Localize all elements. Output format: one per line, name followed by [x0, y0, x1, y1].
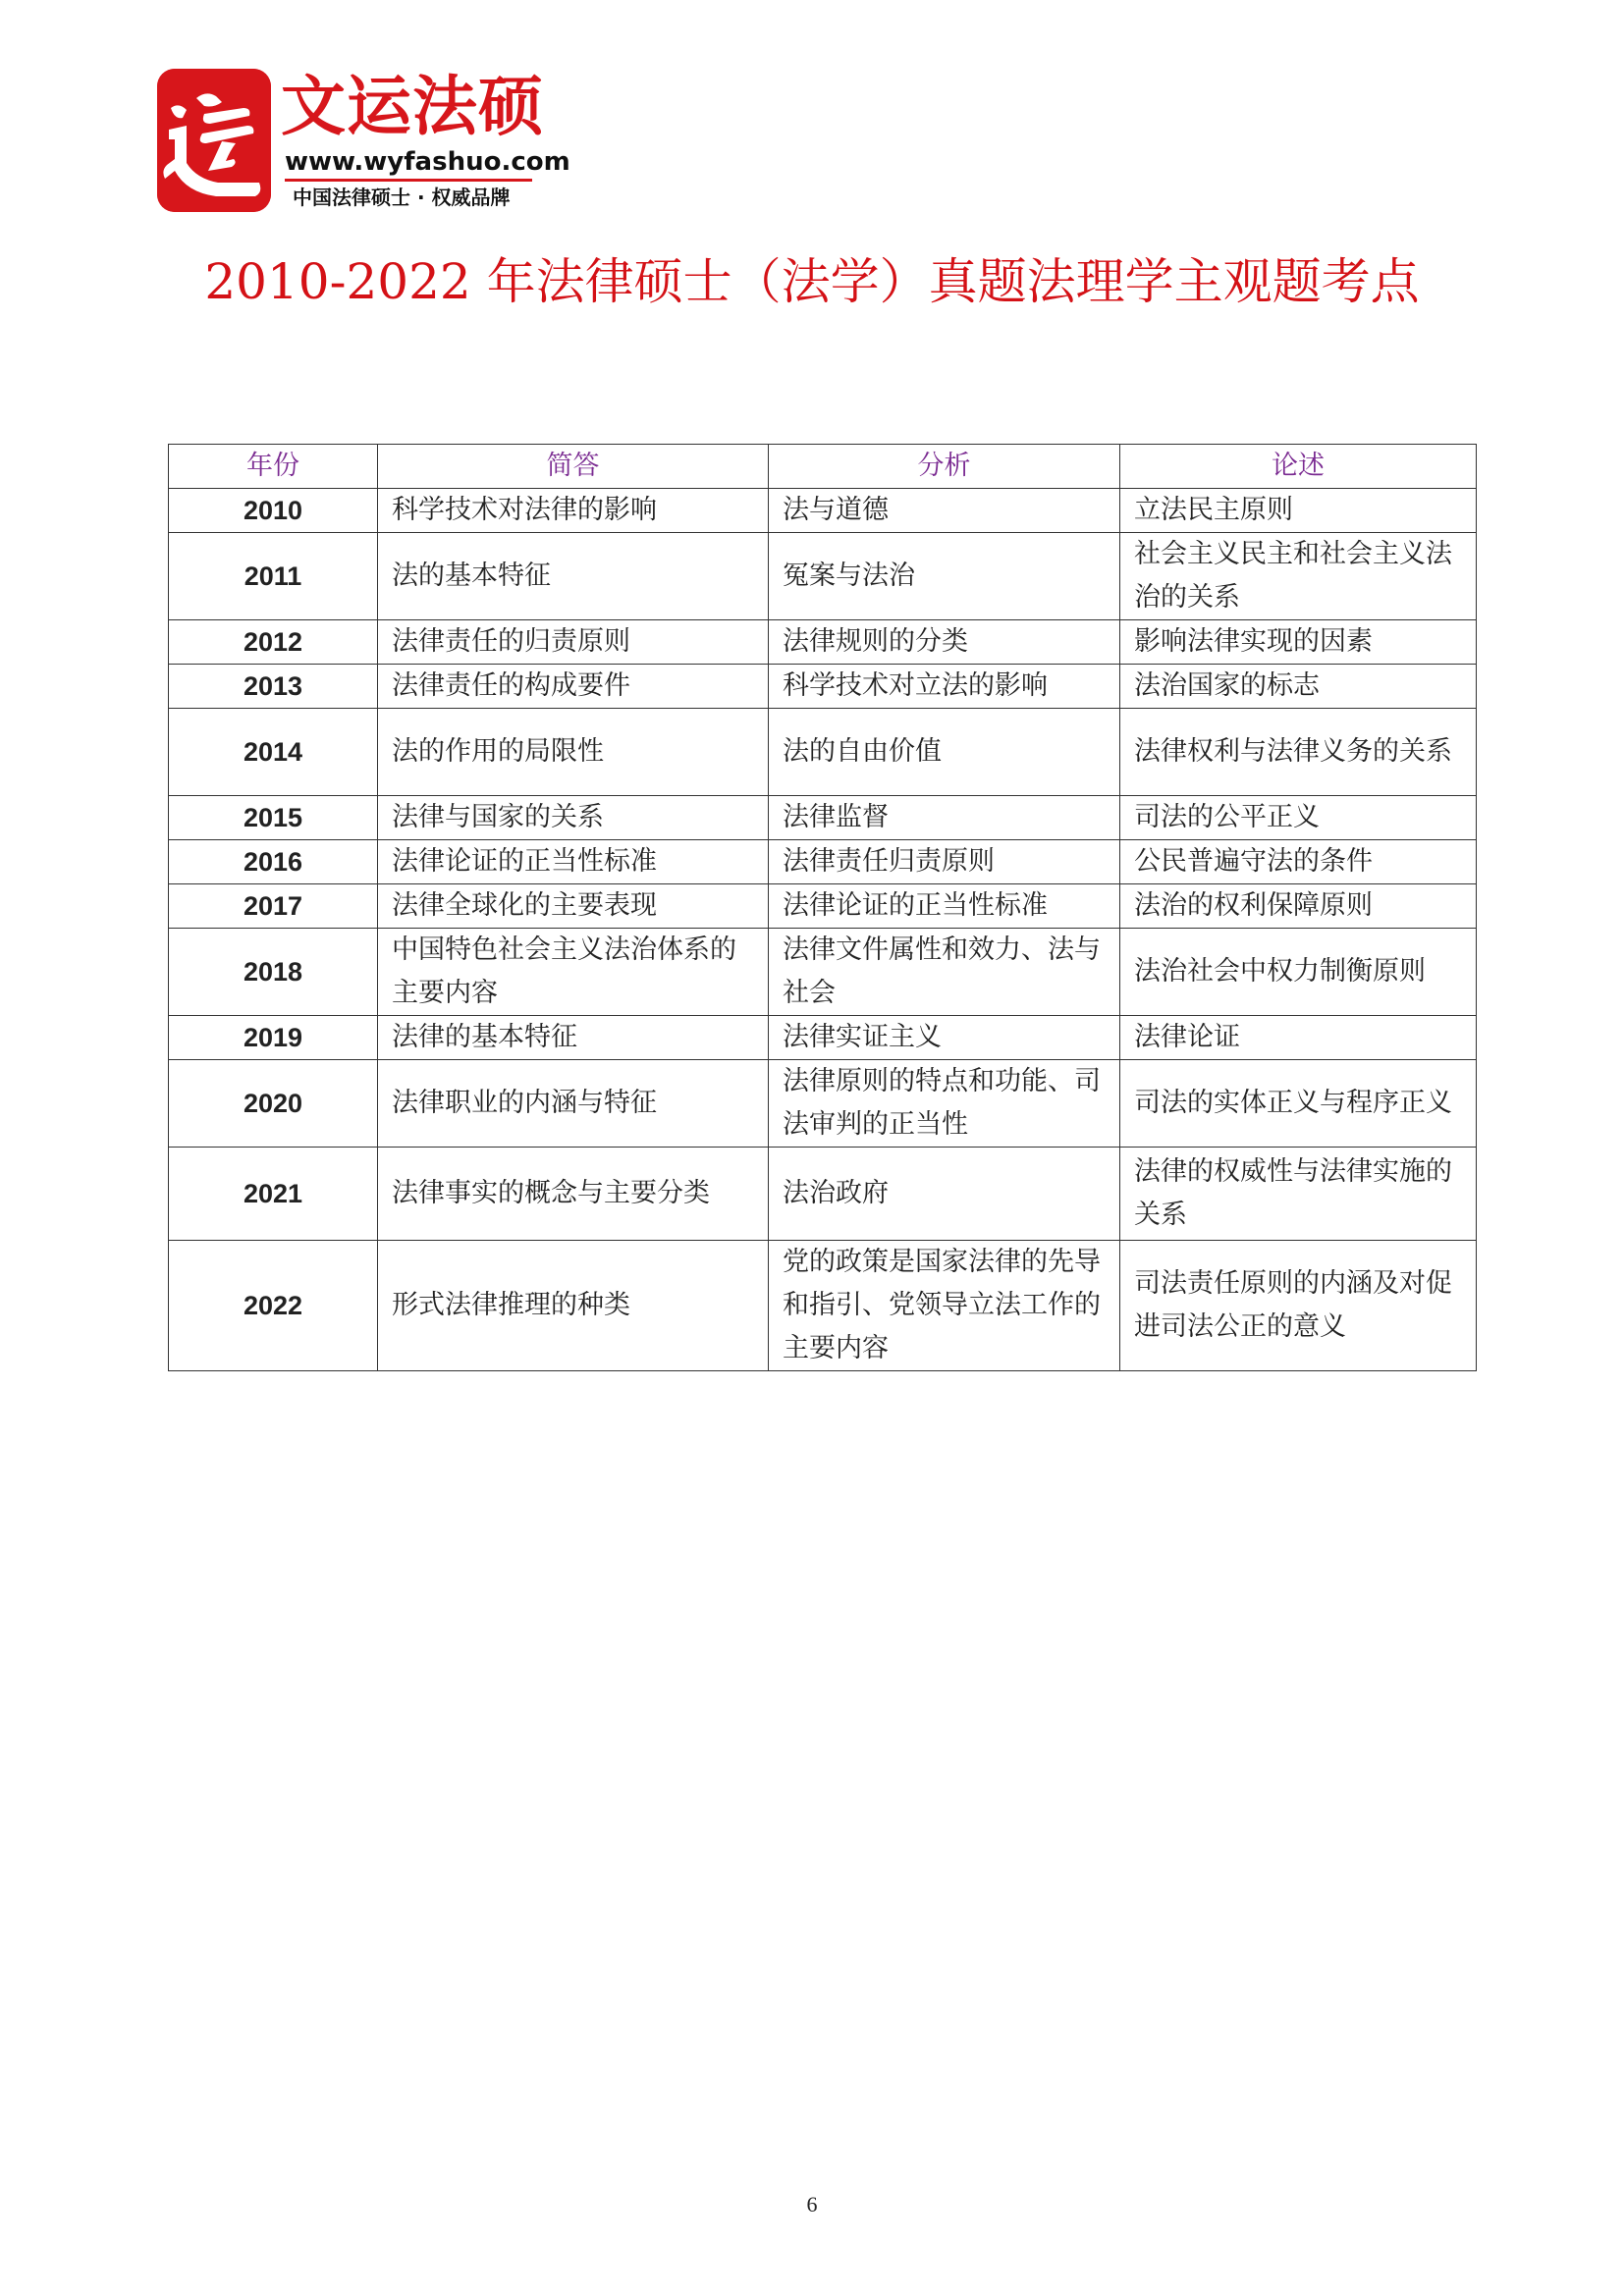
- table-row: [169, 1060, 1477, 1148]
- header-short-answer: 简答: [378, 445, 769, 489]
- essay-cell: 立法民主原则: [1120, 489, 1477, 533]
- document-title: 2010-2022 年法律硕士（法学）真题法理学主观题考点: [204, 253, 1420, 310]
- year-cell: 2016: [169, 840, 378, 884]
- table-row: [169, 1148, 1477, 1241]
- essay-cell: 公民普遍守法的条件: [1120, 840, 1477, 884]
- analysis-cell: 科学技术对立法的影响: [769, 665, 1120, 709]
- short-answer-cell: 法的作用的局限性: [378, 709, 769, 796]
- analysis-cell: 法律文件属性和效力、法与社会: [769, 929, 1120, 1016]
- analysis-cell: 法律原则的特点和功能、司法审判的正当性: [769, 1060, 1120, 1148]
- year-cell: 2010: [169, 489, 378, 533]
- essay-cell: 法治的权利保障原则: [1120, 884, 1477, 929]
- analysis-cell: 法律规则的分类: [769, 620, 1120, 665]
- analysis-cell: 冤案与法治: [769, 533, 1120, 620]
- short-answer-cell: 中国特色社会主义法治体系的主要内容: [378, 929, 769, 1016]
- header-year: 年份: [169, 445, 378, 489]
- table-header-row: [169, 445, 1477, 489]
- page-number: 6: [806, 2192, 818, 2216]
- year-cell: 2018: [169, 929, 378, 1016]
- analysis-cell: 法律监督: [769, 796, 1120, 840]
- essay-cell: 法治国家的标志: [1120, 665, 1477, 709]
- essay-cell: 法律权利与法律义务的关系: [1120, 709, 1477, 796]
- short-answer-cell: 法律与国家的关系: [378, 796, 769, 840]
- brand-logo: [157, 69, 570, 216]
- logo-url: www.wyfashuo.com: [285, 147, 570, 177]
- table-row: [169, 709, 1477, 796]
- table-row: [169, 620, 1477, 665]
- header-analysis: 分析: [769, 445, 1120, 489]
- analysis-cell: 党的政策是国家法律的先导和指引、党领导立法工作的主要内容: [769, 1241, 1120, 1371]
- year-cell: 2017: [169, 884, 378, 929]
- year-cell: 2014: [169, 709, 378, 796]
- short-answer-cell: 科学技术对法律的影响: [378, 489, 769, 533]
- year-cell: 2020: [169, 1060, 378, 1148]
- year-cell: 2011: [169, 533, 378, 620]
- table-row: [169, 665, 1477, 709]
- analysis-cell: 法治政府: [769, 1148, 1120, 1241]
- short-answer-cell: 法的基本特征: [378, 533, 769, 620]
- essay-cell: 法治社会中权力制衡原则: [1120, 929, 1477, 1016]
- table-row: [169, 1016, 1477, 1060]
- short-answer-cell: 法律职业的内涵与特征: [378, 1060, 769, 1148]
- essay-cell: 社会主义民主和社会主义法治的关系: [1120, 533, 1477, 620]
- short-answer-cell: 形式法律推理的种类: [378, 1241, 769, 1371]
- logo-mark-icon: [157, 69, 271, 212]
- table-row: [169, 489, 1477, 533]
- table-row: [169, 884, 1477, 929]
- logo-tagline: 中国法律硕士 · 权威品牌: [293, 186, 511, 209]
- short-answer-cell: 法律论证的正当性标准: [378, 840, 769, 884]
- analysis-cell: 法律实证主义: [769, 1016, 1120, 1060]
- year-cell: 2012: [169, 620, 378, 665]
- essay-cell: 司法的实体正义与程序正义: [1120, 1060, 1477, 1148]
- table-row: [169, 1241, 1477, 1371]
- essay-cell: 司法责任原则的内涵及对促进司法公正的意义: [1120, 1241, 1477, 1371]
- table-row: [169, 796, 1477, 840]
- table-row: [169, 929, 1477, 1016]
- logo-name: 文运法硕: [281, 69, 544, 144]
- short-answer-cell: 法律责任的构成要件: [378, 665, 769, 709]
- year-cell: 2022: [169, 1241, 378, 1371]
- year-cell: 2015: [169, 796, 378, 840]
- analysis-cell: 法律论证的正当性标准: [769, 884, 1120, 929]
- header-essay: 论述: [1120, 445, 1477, 489]
- year-cell: 2021: [169, 1148, 378, 1241]
- table-row: [169, 840, 1477, 884]
- exam-topics-table: [168, 444, 1477, 1371]
- logo-divider: [285, 179, 532, 182]
- short-answer-cell: 法律责任的归责原则: [378, 620, 769, 665]
- short-answer-cell: 法律事实的概念与主要分类: [378, 1148, 769, 1241]
- essay-cell: 法律的权威性与法律实施的关系: [1120, 1148, 1477, 1241]
- analysis-cell: 法与道德: [769, 489, 1120, 533]
- essay-cell: 司法的公平正义: [1120, 796, 1477, 840]
- essay-cell: 影响法律实现的因素: [1120, 620, 1477, 665]
- year-cell: 2019: [169, 1016, 378, 1060]
- analysis-cell: 法的自由价值: [769, 709, 1120, 796]
- year-cell: 2013: [169, 665, 378, 709]
- table-row: [169, 533, 1477, 620]
- short-answer-cell: 法律的基本特征: [378, 1016, 769, 1060]
- analysis-cell: 法律责任归责原则: [769, 840, 1120, 884]
- short-answer-cell: 法律全球化的主要表现: [378, 884, 769, 929]
- essay-cell: 法律论证: [1120, 1016, 1477, 1060]
